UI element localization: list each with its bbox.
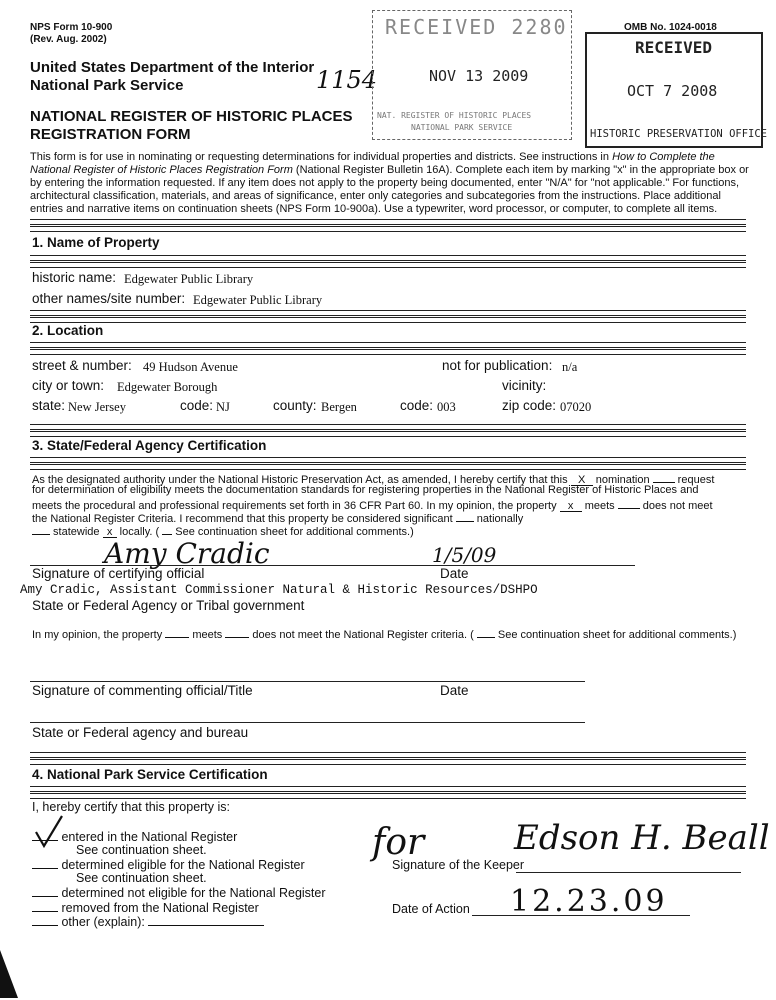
county-value: Bergen xyxy=(321,400,357,414)
scan-edge-mark xyxy=(0,950,20,998)
section-divider xyxy=(30,255,746,261)
opinion-line1: In my opinion, the property meets does not meet the National Register criteria. ( See continuation sheet for additional comments.) xyxy=(32,626,736,641)
state-value: New Jersey xyxy=(68,400,126,414)
other-names-label: other names/site number: xyxy=(32,291,186,306)
section1-heading: 1. Name of Property xyxy=(32,235,160,250)
section-divider xyxy=(30,786,746,792)
certifying-signature-date: 1/5/09 xyxy=(432,543,497,567)
state-code-label: code: xyxy=(180,398,214,413)
agency-bureau-label: State or Federal agency and bureau xyxy=(32,725,249,740)
form-number: NPS Form 10-900 xyxy=(30,22,113,33)
nps-received-stamp-header: RECEIVED 2280 xyxy=(385,15,568,39)
option-other: other (explain): xyxy=(32,914,264,929)
removed-checkbox[interactable] xyxy=(32,900,58,912)
nomination-checkbox[interactable]: X xyxy=(571,474,593,486)
intro-instructions: This form is for use in nominating or requesting determinations for individual properties and districts. See instructions in How to Complete the National Register of Historic Places Registration Form (National Register Bulletin 16A). Complete each item by marking "x" in the appropriate box or by entering the information requested. If any item does not apply to the property being documented, enter "N/A" for "not applicable." For functions, architectural classification, materials, and areas of significance, enter only categories and subcategories from the instructions. Place additional entries and narrative items on continuation sheets (NPS Form 10-900a). Use a typewriter, word processor, or computer, to complete all items. xyxy=(30,151,749,215)
department-name: United States Department of the Interior xyxy=(30,59,315,76)
section-divider xyxy=(30,219,746,225)
street-value: 49 Hudson Avenue xyxy=(143,360,238,374)
form-title-line2: REGISTRATION FORM xyxy=(30,126,191,143)
keeper-for-annotation: for xyxy=(372,822,425,863)
certifying-date-label: Date xyxy=(440,566,469,581)
hpo-received-title: RECEIVED xyxy=(635,38,713,57)
keeper-signature-line xyxy=(516,872,741,873)
nps-received-stamp-footer2: NATIONAL PARK SERVICE xyxy=(411,123,513,132)
keeper-signature: Edson H. Beall xyxy=(514,818,770,858)
other-checkbox[interactable] xyxy=(32,914,58,926)
nps-received-date: NOV 13 2009 xyxy=(429,67,529,85)
certification-line3: meets the procedural and professional requirements set forth in 36 CFR Part 60. In my opinion, the property x meets does not meet xyxy=(32,497,713,512)
hpo-received-stamp xyxy=(585,32,768,148)
other-explain-field[interactable] xyxy=(148,914,264,926)
commenting-date-label: Date xyxy=(440,683,469,698)
agency-name: National Park Service xyxy=(30,77,184,94)
opinion-does-not-meet-checkbox[interactable] xyxy=(225,626,249,638)
section-divider xyxy=(30,317,746,323)
section-divider xyxy=(30,752,746,758)
option-continuation-1: See continuation sheet. xyxy=(76,843,207,857)
form-title-line1: NATIONAL REGISTER OF HISTORIC PLACES xyxy=(30,108,353,125)
bureau-line xyxy=(30,722,585,723)
section2-heading: 2. Location xyxy=(32,323,104,338)
not-for-publication-value: n/a xyxy=(562,360,578,374)
vicinity-label: vicinity: xyxy=(502,378,547,393)
section-divider xyxy=(30,310,746,316)
section-divider xyxy=(30,759,746,765)
county-code-label: code: xyxy=(400,398,434,413)
meets-checkbox[interactable]: x xyxy=(560,500,582,512)
certification-line2: for determination of eligibility meets the documentation standards for registering properties in the National Register of Historic Places and xyxy=(32,484,699,496)
opinion-continuation-checkbox[interactable] xyxy=(477,626,495,638)
certifying-signature-label: Signature of certifying official xyxy=(32,566,205,581)
not-for-publication-label: not for publication: xyxy=(442,358,553,373)
comment-signature-line xyxy=(30,681,585,682)
other-names-value: Edgewater Public Library xyxy=(193,293,323,307)
date-of-action-value: 12.23.09 xyxy=(510,884,668,919)
state-label: state: xyxy=(32,398,66,413)
does-not-meet-checkbox[interactable] xyxy=(618,497,640,509)
handwritten-reference-number: 1154 xyxy=(316,66,378,94)
section-divider xyxy=(30,342,746,348)
option-entered: entered in the National Register xyxy=(32,829,237,844)
keeper-certify-statement: I, hereby certify that this property is: xyxy=(32,800,230,814)
opinion-meets-checkbox[interactable] xyxy=(165,626,189,638)
street-label: street & number: xyxy=(32,358,132,373)
county-code-value: 003 xyxy=(437,400,456,414)
section-divider xyxy=(30,226,746,232)
section-divider xyxy=(30,424,746,430)
nps-received-stamp-footer: NAT. REGISTER OF HISTORIC PLACES xyxy=(377,111,532,120)
request-checkbox[interactable] xyxy=(653,471,675,483)
commenting-signature-label: Signature of commenting official/Title xyxy=(32,683,253,698)
nationally-checkbox[interactable] xyxy=(456,510,474,522)
state-code-value: NJ xyxy=(216,400,230,414)
locally-checkbox[interactable]: x xyxy=(103,526,117,538)
hpo-office-name: HISTORIC PRESERVATION OFFICE xyxy=(590,128,768,140)
keeper-signature-label: Signature of the Keeper xyxy=(392,858,525,872)
certifying-official-name-title: Amy Cradic, Assistant Commissioner Natural & Historic Resources/DSHPO xyxy=(20,583,538,597)
county-label: county: xyxy=(273,398,317,413)
hpo-received-date: OCT 7 2008 xyxy=(627,82,718,100)
historic-name-label: historic name: xyxy=(32,270,117,285)
section-divider xyxy=(30,262,746,268)
city-value: Edgewater Borough xyxy=(117,380,218,394)
nps-received-stamp xyxy=(372,10,572,140)
date-of-action-line xyxy=(472,915,690,916)
form-revision: (Rev. Aug. 2002) xyxy=(30,34,107,45)
section-divider xyxy=(30,349,746,355)
option-removed: removed from the National Register xyxy=(32,900,259,915)
section-divider xyxy=(30,464,746,470)
statewide-checkbox[interactable] xyxy=(32,523,50,535)
entered-checkmark-icon xyxy=(34,814,64,850)
historic-name-value: Edgewater Public Library xyxy=(124,272,254,286)
section-divider xyxy=(30,457,746,463)
certification-line1: As the designated authority under the National Historic Preservation Act, as amended, I hereby certify that this X nomination request xyxy=(32,471,714,486)
omb-number: OMB No. 1024-0018 xyxy=(624,22,717,33)
continuation-checkbox[interactable] xyxy=(162,523,172,535)
option-not-eligible: determined not eligible for the National Register xyxy=(32,885,326,900)
zip-value: 07020 xyxy=(560,400,592,414)
date-of-action-label: Date of Action xyxy=(392,902,470,916)
section4-heading: 4. National Park Service Certification xyxy=(32,767,268,782)
city-label: city or town: xyxy=(32,378,105,393)
certification-line4: the National Register Criteria. I recommend that this property be considered significant nationally xyxy=(32,510,523,525)
not-eligible-checkbox[interactable] xyxy=(32,885,58,897)
certifying-official-signature: Amy Cradic xyxy=(104,537,270,570)
eligible-checkbox[interactable] xyxy=(32,857,58,869)
section-divider xyxy=(30,431,746,437)
option-determined-eligible: determined eligible for the National Register xyxy=(32,857,305,872)
certification-line5: statewide x locally. ( See continuation sheet for additional comments.) xyxy=(32,523,414,538)
section3-heading: 3. State/Federal Agency Certification xyxy=(32,438,267,453)
zip-label: zip code: xyxy=(502,398,557,413)
section-divider xyxy=(30,793,746,799)
state-agency-label: State or Federal Agency or Tribal government xyxy=(32,598,305,613)
option-continuation-2: See continuation sheet. xyxy=(76,871,207,885)
